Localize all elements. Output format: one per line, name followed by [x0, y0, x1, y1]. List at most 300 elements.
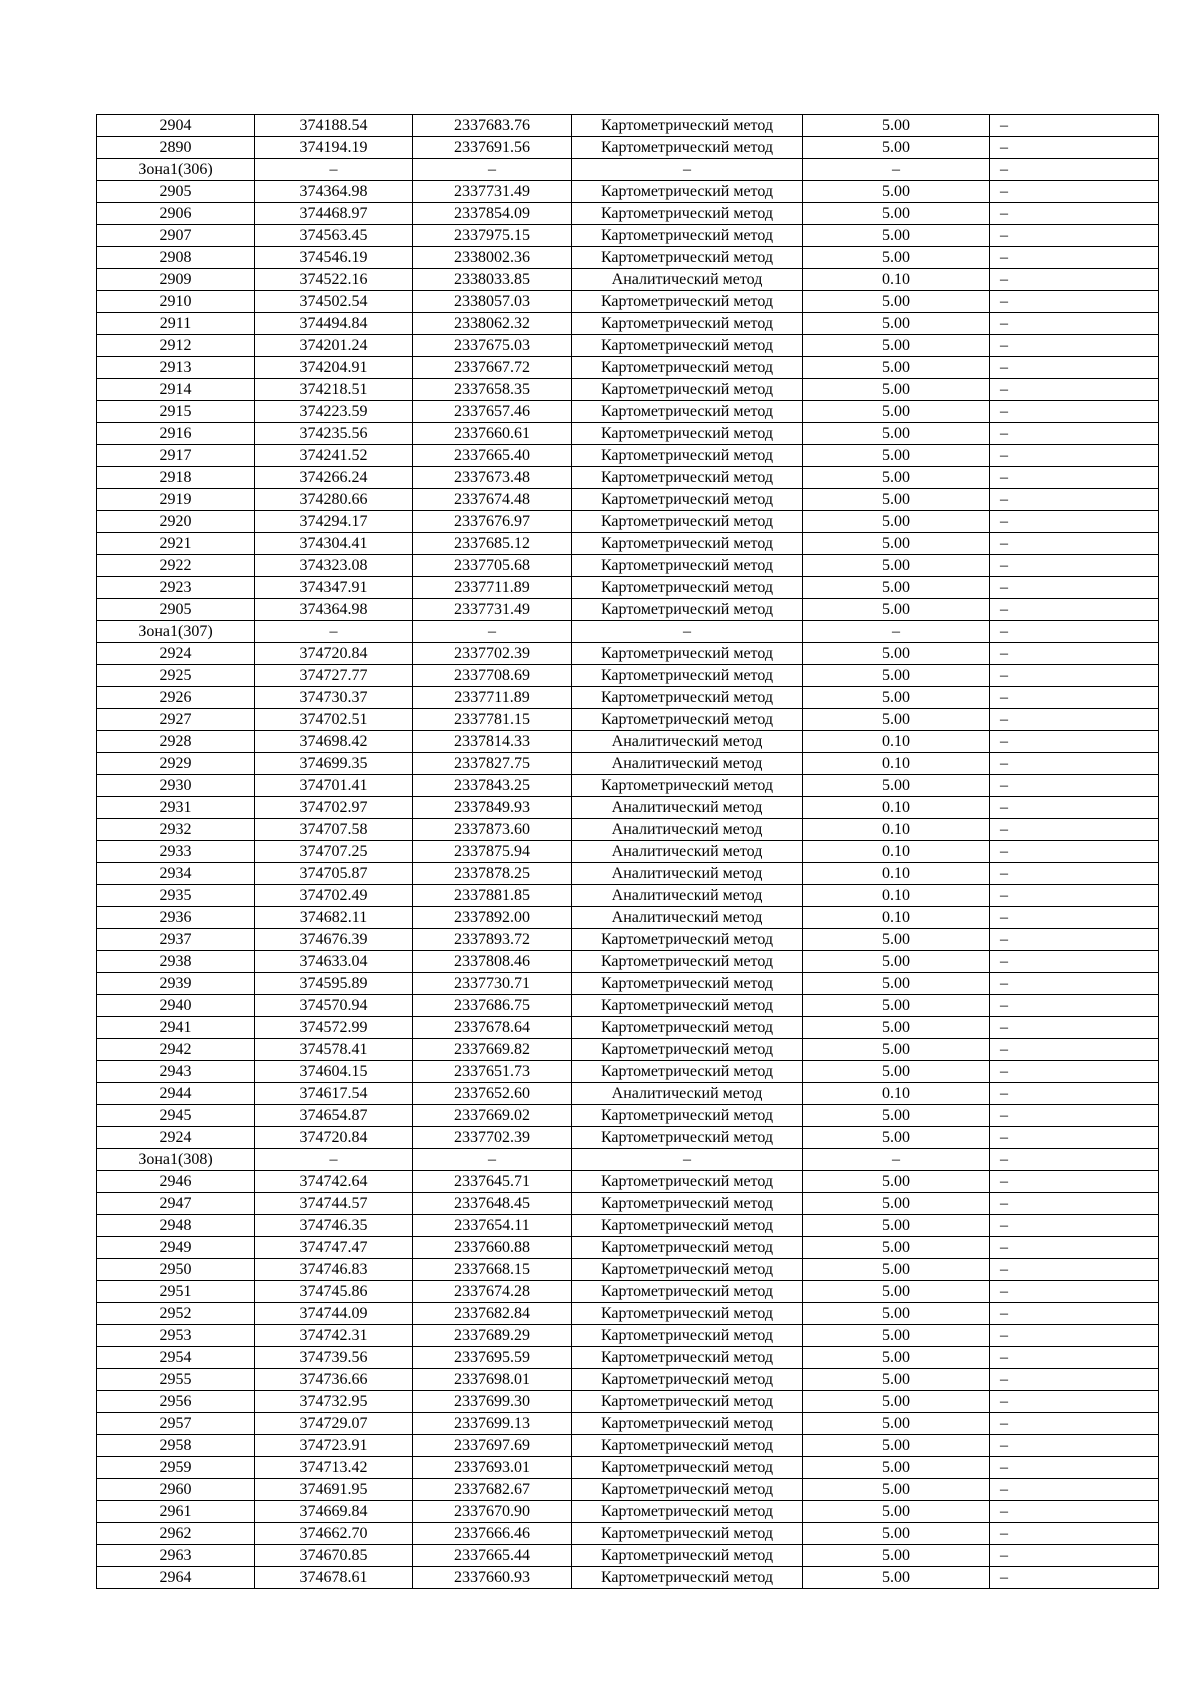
y-coordinate-cell: 2337878.25 — [413, 863, 572, 885]
description-cell: – — [990, 1193, 1159, 1215]
accuracy-cell: 0.10 — [803, 907, 990, 929]
method-cell: Картометрический метод — [572, 1237, 803, 1259]
method-cell: Аналитический метод — [572, 841, 803, 863]
description-cell: – — [990, 269, 1159, 291]
description-cell: – — [990, 797, 1159, 819]
description-cell: – — [990, 1369, 1159, 1391]
y-coordinate-cell: 2337674.28 — [413, 1281, 572, 1303]
x-coordinate-cell: 374729.07 — [255, 1413, 413, 1435]
description-cell: – — [990, 1259, 1159, 1281]
x-coordinate-cell: 374280.66 — [255, 489, 413, 511]
point-number-cell: 2905 — [97, 181, 255, 203]
description-cell: – — [990, 929, 1159, 951]
accuracy-cell: 5.00 — [803, 1259, 990, 1281]
method-cell: Картометрический метод — [572, 1127, 803, 1149]
accuracy-cell: 5.00 — [803, 489, 990, 511]
accuracy-cell: 5.00 — [803, 1127, 990, 1149]
zone-header-row — [97, 621, 1159, 643]
description-cell: – — [990, 1215, 1159, 1237]
table-row — [97, 379, 1159, 401]
table-row — [97, 1545, 1159, 1567]
accuracy-cell: 5.00 — [803, 665, 990, 687]
point-number-cell: 2930 — [97, 775, 255, 797]
description-cell: – — [990, 1281, 1159, 1303]
method-cell: Картометрический метод — [572, 1281, 803, 1303]
y-coordinate-cell: 2337849.93 — [413, 797, 572, 819]
table-row — [97, 1281, 1159, 1303]
point-number-cell: 2951 — [97, 1281, 255, 1303]
method-cell: Картометрический метод — [572, 247, 803, 269]
method-cell: Картометрический метод — [572, 1479, 803, 1501]
x-coordinate-cell: 374705.87 — [255, 863, 413, 885]
point-number-cell: 2933 — [97, 841, 255, 863]
table-row — [97, 863, 1159, 885]
method-cell: Аналитический метод — [572, 907, 803, 929]
method-cell: Аналитический метод — [572, 885, 803, 907]
x-coordinate-cell: 374745.86 — [255, 1281, 413, 1303]
method-cell: Аналитический метод — [572, 819, 803, 841]
x-coordinate-cell: 374266.24 — [255, 467, 413, 489]
accuracy-cell: 5.00 — [803, 1193, 990, 1215]
y-coordinate-cell: 2337682.67 — [413, 1479, 572, 1501]
point-number-cell: 2958 — [97, 1435, 255, 1457]
point-number-cell: 2907 — [97, 225, 255, 247]
y-coordinate-cell: 2337676.97 — [413, 511, 572, 533]
y-coordinate-cell: 2337893.72 — [413, 929, 572, 951]
y-coordinate-cell: 2337695.59 — [413, 1347, 572, 1369]
description-cell: – — [990, 203, 1159, 225]
y-coordinate-cell: 2337683.76 — [413, 115, 572, 137]
method-cell: Картометрический метод — [572, 1017, 803, 1039]
description-cell: – — [990, 885, 1159, 907]
accuracy-cell: 5.00 — [803, 775, 990, 797]
point-number-cell: 2948 — [97, 1215, 255, 1237]
y-coordinate-cell: 2337648.45 — [413, 1193, 572, 1215]
method-cell: Картометрический метод — [572, 687, 803, 709]
x-coordinate-cell: 374682.11 — [255, 907, 413, 929]
description-cell: – — [990, 445, 1159, 467]
description-cell: – — [990, 1523, 1159, 1545]
x-coordinate-cell: 374241.52 — [255, 445, 413, 467]
method-cell: Картометрический метод — [572, 1061, 803, 1083]
x-coordinate-cell: 374707.58 — [255, 819, 413, 841]
point-number-cell: 2963 — [97, 1545, 255, 1567]
table-row — [97, 1193, 1159, 1215]
accuracy-cell: 5.00 — [803, 577, 990, 599]
description-cell: – — [990, 1567, 1159, 1589]
accuracy-cell: 5.00 — [803, 973, 990, 995]
y-coordinate-cell: 2337699.13 — [413, 1413, 572, 1435]
method-cell: Картометрический метод — [572, 423, 803, 445]
accuracy-cell: 5.00 — [803, 467, 990, 489]
description-cell: – — [990, 1105, 1159, 1127]
method-cell: Картометрический метод — [572, 1413, 803, 1435]
method-cell: – — [572, 159, 803, 181]
table-row — [97, 1017, 1159, 1039]
method-cell: Картометрический метод — [572, 555, 803, 577]
coordinates-table-body — [97, 115, 1159, 1589]
table-row — [97, 1171, 1159, 1193]
description-cell: – — [990, 951, 1159, 973]
description-cell: – — [990, 1017, 1159, 1039]
accuracy-cell: 5.00 — [803, 709, 990, 731]
y-coordinate-cell: 2337652.60 — [413, 1083, 572, 1105]
x-coordinate-cell: 374746.35 — [255, 1215, 413, 1237]
accuracy-cell: 5.00 — [803, 247, 990, 269]
y-coordinate-cell: 2337691.56 — [413, 137, 572, 159]
table-row — [97, 1303, 1159, 1325]
method-cell: Аналитический метод — [572, 1083, 803, 1105]
description-cell: – — [990, 841, 1159, 863]
point-number-cell: 2941 — [97, 1017, 255, 1039]
y-coordinate-cell: – — [413, 159, 572, 181]
accuracy-cell: 5.00 — [803, 445, 990, 467]
x-coordinate-cell: 374732.95 — [255, 1391, 413, 1413]
accuracy-cell: 5.00 — [803, 1501, 990, 1523]
method-cell: Картометрический метод — [572, 665, 803, 687]
description-cell: – — [990, 819, 1159, 841]
point-number-cell: 2939 — [97, 973, 255, 995]
description-cell: – — [990, 1083, 1159, 1105]
accuracy-cell: 5.00 — [803, 1237, 990, 1259]
accuracy-cell: 0.10 — [803, 863, 990, 885]
table-row — [97, 1083, 1159, 1105]
description-cell: – — [990, 577, 1159, 599]
description-cell: – — [990, 775, 1159, 797]
point-number-cell: 2921 — [97, 533, 255, 555]
table-row — [97, 643, 1159, 665]
coordinates-table — [96, 114, 1159, 1589]
point-number-cell: 2922 — [97, 555, 255, 577]
point-number-cell: 2924 — [97, 643, 255, 665]
accuracy-cell: 5.00 — [803, 1281, 990, 1303]
method-cell: Картометрический метод — [572, 1435, 803, 1457]
x-coordinate-cell: 374720.84 — [255, 1127, 413, 1149]
x-coordinate-cell: 374702.51 — [255, 709, 413, 731]
x-coordinate-cell: 374563.45 — [255, 225, 413, 247]
accuracy-cell: 5.00 — [803, 511, 990, 533]
point-number-cell: 2945 — [97, 1105, 255, 1127]
x-coordinate-cell: 374364.98 — [255, 181, 413, 203]
accuracy-cell: 5.00 — [803, 1567, 990, 1589]
y-coordinate-cell: – — [413, 1149, 572, 1171]
x-coordinate-cell: 374201.24 — [255, 335, 413, 357]
y-coordinate-cell: 2337881.85 — [413, 885, 572, 907]
method-cell: – — [572, 621, 803, 643]
method-cell: Картометрический метод — [572, 1501, 803, 1523]
description-cell: – — [990, 907, 1159, 929]
x-coordinate-cell: 374707.25 — [255, 841, 413, 863]
description-cell: – — [990, 511, 1159, 533]
table-row — [97, 1215, 1159, 1237]
method-cell: Картометрический метод — [572, 1039, 803, 1061]
table-row — [97, 731, 1159, 753]
accuracy-cell: 5.00 — [803, 203, 990, 225]
accuracy-cell: 5.00 — [803, 1171, 990, 1193]
point-number-cell: 2937 — [97, 929, 255, 951]
y-coordinate-cell: 2337675.03 — [413, 335, 572, 357]
accuracy-cell: – — [803, 621, 990, 643]
x-coordinate-cell: 374223.59 — [255, 401, 413, 423]
x-coordinate-cell: 374204.91 — [255, 357, 413, 379]
x-coordinate-cell: 374698.42 — [255, 731, 413, 753]
point-number-cell: 2925 — [97, 665, 255, 687]
accuracy-cell: 0.10 — [803, 731, 990, 753]
description-cell: – — [990, 1347, 1159, 1369]
y-coordinate-cell: 2338033.85 — [413, 269, 572, 291]
y-coordinate-cell: 2337665.44 — [413, 1545, 572, 1567]
y-coordinate-cell: 2337702.39 — [413, 1127, 572, 1149]
method-cell: Картометрический метод — [572, 225, 803, 247]
method-cell: Аналитический метод — [572, 269, 803, 291]
accuracy-cell: 5.00 — [803, 1347, 990, 1369]
y-coordinate-cell: 2337654.11 — [413, 1215, 572, 1237]
method-cell: Картометрический метод — [572, 973, 803, 995]
y-coordinate-cell: 2337673.48 — [413, 467, 572, 489]
accuracy-cell: 0.10 — [803, 885, 990, 907]
description-cell: – — [990, 159, 1159, 181]
y-coordinate-cell: 2337689.29 — [413, 1325, 572, 1347]
accuracy-cell: 5.00 — [803, 401, 990, 423]
point-number-cell: 2946 — [97, 1171, 255, 1193]
table-row — [97, 841, 1159, 863]
point-number-cell: 2927 — [97, 709, 255, 731]
y-coordinate-cell: 2337651.73 — [413, 1061, 572, 1083]
table-row — [97, 1501, 1159, 1523]
accuracy-cell: 5.00 — [803, 1391, 990, 1413]
table-row — [97, 533, 1159, 555]
y-coordinate-cell: 2337827.75 — [413, 753, 572, 775]
x-coordinate-cell: 374578.41 — [255, 1039, 413, 1061]
x-coordinate-cell: 374736.66 — [255, 1369, 413, 1391]
description-cell: – — [990, 753, 1159, 775]
x-coordinate-cell: 374678.61 — [255, 1567, 413, 1589]
accuracy-cell: 5.00 — [803, 1105, 990, 1127]
y-coordinate-cell: 2337686.75 — [413, 995, 572, 1017]
description-cell: – — [990, 1039, 1159, 1061]
description-cell: – — [990, 335, 1159, 357]
point-number-cell: 2953 — [97, 1325, 255, 1347]
x-coordinate-cell: 374746.83 — [255, 1259, 413, 1281]
y-coordinate-cell: 2337698.01 — [413, 1369, 572, 1391]
y-coordinate-cell: 2337781.15 — [413, 709, 572, 731]
accuracy-cell: – — [803, 1149, 990, 1171]
accuracy-cell: 5.00 — [803, 599, 990, 621]
point-number-cell: 2923 — [97, 577, 255, 599]
table-row — [97, 1105, 1159, 1127]
table-row — [97, 1457, 1159, 1479]
point-number-cell: 2961 — [97, 1501, 255, 1523]
accuracy-cell: 5.00 — [803, 137, 990, 159]
description-cell: – — [990, 225, 1159, 247]
description-cell: – — [990, 181, 1159, 203]
y-coordinate-cell: 2337854.09 — [413, 203, 572, 225]
table-row — [97, 1391, 1159, 1413]
x-coordinate-cell: 374744.09 — [255, 1303, 413, 1325]
table-row — [97, 313, 1159, 335]
x-coordinate-cell: 374730.37 — [255, 687, 413, 709]
description-cell: – — [990, 1325, 1159, 1347]
point-number-cell: 2934 — [97, 863, 255, 885]
x-coordinate-cell: 374633.04 — [255, 951, 413, 973]
y-coordinate-cell: 2337685.12 — [413, 533, 572, 555]
y-coordinate-cell: 2337699.30 — [413, 1391, 572, 1413]
point-number-cell: 2911 — [97, 313, 255, 335]
table-row — [97, 1479, 1159, 1501]
method-cell: Картометрический метод — [572, 401, 803, 423]
point-number-cell: 2910 — [97, 291, 255, 313]
accuracy-cell: 5.00 — [803, 357, 990, 379]
table-row — [97, 973, 1159, 995]
accuracy-cell: 5.00 — [803, 379, 990, 401]
table-row — [97, 203, 1159, 225]
table-row — [97, 137, 1159, 159]
description-cell: – — [990, 1149, 1159, 1171]
accuracy-cell: 5.00 — [803, 1545, 990, 1567]
y-coordinate-cell: 2337669.82 — [413, 1039, 572, 1061]
method-cell: Картометрический метод — [572, 467, 803, 489]
point-number-cell: 2926 — [97, 687, 255, 709]
table-row — [97, 1567, 1159, 1589]
table-row — [97, 665, 1159, 687]
point-number-cell: 2917 — [97, 445, 255, 467]
x-coordinate-cell: 374304.41 — [255, 533, 413, 555]
x-coordinate-cell: 374723.91 — [255, 1435, 413, 1457]
method-cell: Картометрический метод — [572, 1545, 803, 1567]
table-row — [97, 1523, 1159, 1545]
accuracy-cell: 5.00 — [803, 533, 990, 555]
description-cell: – — [990, 467, 1159, 489]
x-coordinate-cell: – — [255, 1149, 413, 1171]
point-number-cell: 2915 — [97, 401, 255, 423]
point-number-cell: 2920 — [97, 511, 255, 533]
y-coordinate-cell: 2337693.01 — [413, 1457, 572, 1479]
method-cell: Картометрический метод — [572, 1347, 803, 1369]
method-cell: Картометрический метод — [572, 709, 803, 731]
table-row — [97, 489, 1159, 511]
method-cell: Аналитический метод — [572, 797, 803, 819]
table-row — [97, 1127, 1159, 1149]
accuracy-cell: 5.00 — [803, 1303, 990, 1325]
y-coordinate-cell: 2337678.64 — [413, 1017, 572, 1039]
method-cell: Картометрический метод — [572, 335, 803, 357]
table-row — [97, 1237, 1159, 1259]
method-cell: Картометрический метод — [572, 115, 803, 137]
y-coordinate-cell: 2337657.46 — [413, 401, 572, 423]
zone-header-row — [97, 159, 1159, 181]
point-number-cell: 2931 — [97, 797, 255, 819]
method-cell: Картометрический метод — [572, 1259, 803, 1281]
table-row — [97, 951, 1159, 973]
accuracy-cell: 5.00 — [803, 1435, 990, 1457]
method-cell: Картометрический метод — [572, 995, 803, 1017]
y-coordinate-cell: 2337975.15 — [413, 225, 572, 247]
method-cell: Картометрический метод — [572, 1325, 803, 1347]
point-number-cell: 2904 — [97, 115, 255, 137]
y-coordinate-cell: 2337843.25 — [413, 775, 572, 797]
description-cell: – — [990, 973, 1159, 995]
y-coordinate-cell: 2337702.39 — [413, 643, 572, 665]
table-row — [97, 247, 1159, 269]
accuracy-cell: 0.10 — [803, 269, 990, 291]
table-row — [97, 269, 1159, 291]
y-coordinate-cell: 2337731.49 — [413, 181, 572, 203]
y-coordinate-cell: 2337892.00 — [413, 907, 572, 929]
description-cell: – — [990, 1303, 1159, 1325]
point-number-cell: Зона1(306) — [97, 159, 255, 181]
point-number-cell: 2913 — [97, 357, 255, 379]
point-number-cell: Зона1(307) — [97, 621, 255, 643]
accuracy-cell: 0.10 — [803, 753, 990, 775]
accuracy-cell: 5.00 — [803, 313, 990, 335]
table-row — [97, 995, 1159, 1017]
table-row — [97, 775, 1159, 797]
accuracy-cell: 5.00 — [803, 225, 990, 247]
x-coordinate-cell: 374654.87 — [255, 1105, 413, 1127]
description-cell: – — [990, 313, 1159, 335]
x-coordinate-cell: 374572.99 — [255, 1017, 413, 1039]
description-cell: – — [990, 401, 1159, 423]
table-row — [97, 1413, 1159, 1435]
y-coordinate-cell: – — [413, 621, 572, 643]
x-coordinate-cell: 374669.84 — [255, 1501, 413, 1523]
accuracy-cell: 5.00 — [803, 995, 990, 1017]
accuracy-cell: 5.00 — [803, 115, 990, 137]
point-number-cell: 2932 — [97, 819, 255, 841]
y-coordinate-cell: 2337731.49 — [413, 599, 572, 621]
description-cell: – — [990, 1545, 1159, 1567]
point-number-cell: 2952 — [97, 1303, 255, 1325]
x-coordinate-cell: 374347.91 — [255, 577, 413, 599]
method-cell: Аналитический метод — [572, 753, 803, 775]
description-cell: – — [990, 1061, 1159, 1083]
table-row — [97, 1039, 1159, 1061]
table-row — [97, 511, 1159, 533]
method-cell: Картометрический метод — [572, 1391, 803, 1413]
description-cell: – — [990, 291, 1159, 313]
accuracy-cell: 5.00 — [803, 1457, 990, 1479]
method-cell: Картометрический метод — [572, 1567, 803, 1589]
point-number-cell: 2928 — [97, 731, 255, 753]
y-coordinate-cell: 2337660.61 — [413, 423, 572, 445]
point-number-cell: 2909 — [97, 269, 255, 291]
y-coordinate-cell: 2337667.72 — [413, 357, 572, 379]
accuracy-cell: 5.00 — [803, 1369, 990, 1391]
method-cell: Картометрический метод — [572, 1523, 803, 1545]
description-cell: – — [990, 1435, 1159, 1457]
accuracy-cell: 5.00 — [803, 951, 990, 973]
description-cell: – — [990, 643, 1159, 665]
x-coordinate-cell: 374494.84 — [255, 313, 413, 335]
x-coordinate-cell: 374364.98 — [255, 599, 413, 621]
description-cell: – — [990, 1127, 1159, 1149]
x-coordinate-cell: 374727.77 — [255, 665, 413, 687]
point-number-cell: 2956 — [97, 1391, 255, 1413]
point-number-cell: 2964 — [97, 1567, 255, 1589]
x-coordinate-cell: 374194.19 — [255, 137, 413, 159]
table-row — [97, 1259, 1159, 1281]
table-row — [97, 181, 1159, 203]
description-cell: – — [990, 1501, 1159, 1523]
y-coordinate-cell: 2337682.84 — [413, 1303, 572, 1325]
table-row — [97, 401, 1159, 423]
method-cell: Картометрический метод — [572, 951, 803, 973]
accuracy-cell: 0.10 — [803, 797, 990, 819]
x-coordinate-cell: 374502.54 — [255, 291, 413, 313]
point-number-cell: 2947 — [97, 1193, 255, 1215]
accuracy-cell: 5.00 — [803, 1061, 990, 1083]
table-row — [97, 1435, 1159, 1457]
